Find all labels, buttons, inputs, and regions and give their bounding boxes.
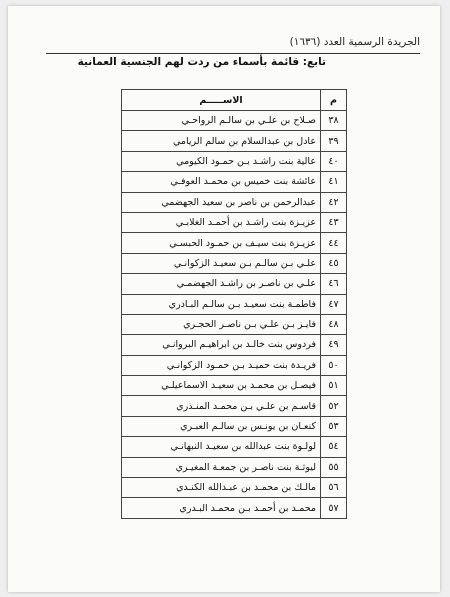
row-number: ٤٢ [321, 192, 347, 212]
row-number: ٤٦ [321, 274, 347, 294]
row-number: ٤٣ [321, 212, 347, 232]
gazette-header: الجريدة الرسمية العدد (١٦٣٦) [289, 36, 420, 48]
row-name: عبدالرحمن بن ناصر بن سعيد الجهضمي [122, 192, 321, 212]
list-title: تابع: قائمة بأسماء من ردت لهم الجنسية العمانية [77, 56, 326, 68]
table-row [122, 335, 347, 355]
row-name: علـي بـن سالـم بـن سعيـد الزكوانـي [122, 253, 321, 273]
row-number: ٥١ [321, 376, 347, 396]
row-name: فريـدة بنت حميـد بـن حمـود الزكوانـي [122, 355, 321, 375]
row-name: عزيـزة بنت سيـف بن حمـود الحبسـي [122, 233, 321, 253]
table-row [122, 416, 347, 436]
row-number: ٥٠ [321, 355, 347, 375]
row-number: ٤٤ [321, 233, 347, 253]
row-name: فيصـل بن محمـد بن سعيـد الاسماعيلـي [122, 376, 321, 396]
row-number: ٤٩ [321, 335, 347, 355]
row-name: عالية بنت راشـد بـن حمـود الكيومي [122, 151, 321, 171]
row-name: عائشة بنت خميس بن محمـد العوفـي [122, 172, 321, 192]
table-row [122, 478, 347, 498]
row-number: ٥٧ [321, 498, 347, 518]
row-number: ٥٢ [321, 396, 347, 416]
row-name: مالـك بن محمـد بن عبـدالله الكنـدي [122, 478, 321, 498]
row-name: ليوثـة بنت ناصـر بن جمعـة المغيـري [122, 457, 321, 477]
table-row [122, 376, 347, 396]
column-header-name: الاســـــم [122, 90, 321, 111]
row-name: عزيـزة بنت راشـد بن أحمـد الغلابـي [122, 212, 321, 232]
table-row [122, 212, 347, 232]
table-body [122, 111, 347, 519]
row-name: محمـد بن أحمـد بـن محمـد البـدري [122, 498, 321, 518]
table-row [122, 355, 347, 375]
table-row [122, 151, 347, 171]
table-row [122, 111, 347, 131]
row-number: ٣٨ [321, 111, 347, 131]
table-row [122, 233, 347, 253]
document-page [8, 6, 440, 592]
row-name: صـلاح بن علـي بن سالـم الرواحـي [122, 111, 321, 131]
row-number: ٣٩ [321, 131, 347, 151]
table-row [122, 498, 347, 518]
table-row [122, 274, 347, 294]
row-number: ٤٥ [321, 253, 347, 273]
row-number: ٥٥ [321, 457, 347, 477]
table-row [122, 294, 347, 314]
row-name: عادل بن عبدالسلام بن سالم الريامي [122, 131, 321, 151]
row-name: فايـز بـن علـي بـن ناصـر الحجـري [122, 314, 321, 334]
row-number: ٤٧ [321, 294, 347, 314]
row-number: ٥٦ [321, 478, 347, 498]
names-table [121, 89, 347, 519]
table-row [122, 396, 347, 416]
table-header-row [122, 90, 347, 111]
table-row [122, 457, 347, 477]
row-number: ٤١ [321, 172, 347, 192]
table-row [122, 314, 347, 334]
row-number: ٤٨ [321, 314, 347, 334]
header-divider [46, 53, 420, 54]
table-row [122, 437, 347, 457]
row-number: ٤٠ [321, 151, 347, 171]
row-number: ٥٣ [321, 416, 347, 436]
row-name: لولـوة بنت عبدالله بن سعيـد النبهانـي [122, 437, 321, 457]
table-row [122, 131, 347, 151]
table-row [122, 253, 347, 273]
row-name: قاسـم بن علـي بـن محمـد المنـذري [122, 396, 321, 416]
row-name: فردوس بنت خالـد بن ابراهيـم البروانـي [122, 335, 321, 355]
row-number: ٥٤ [321, 437, 347, 457]
row-name: كنعـان بن يونـس بن سالـم العبـري [122, 416, 321, 436]
row-name: علـي بن ناصـر بن راشـد الجهضمـي [122, 274, 321, 294]
row-name: فاطمـة بنت سعيـد بـن سالـم البـادري [122, 294, 321, 314]
table-row [122, 192, 347, 212]
table-row [122, 172, 347, 192]
column-header-number: م [321, 90, 347, 111]
